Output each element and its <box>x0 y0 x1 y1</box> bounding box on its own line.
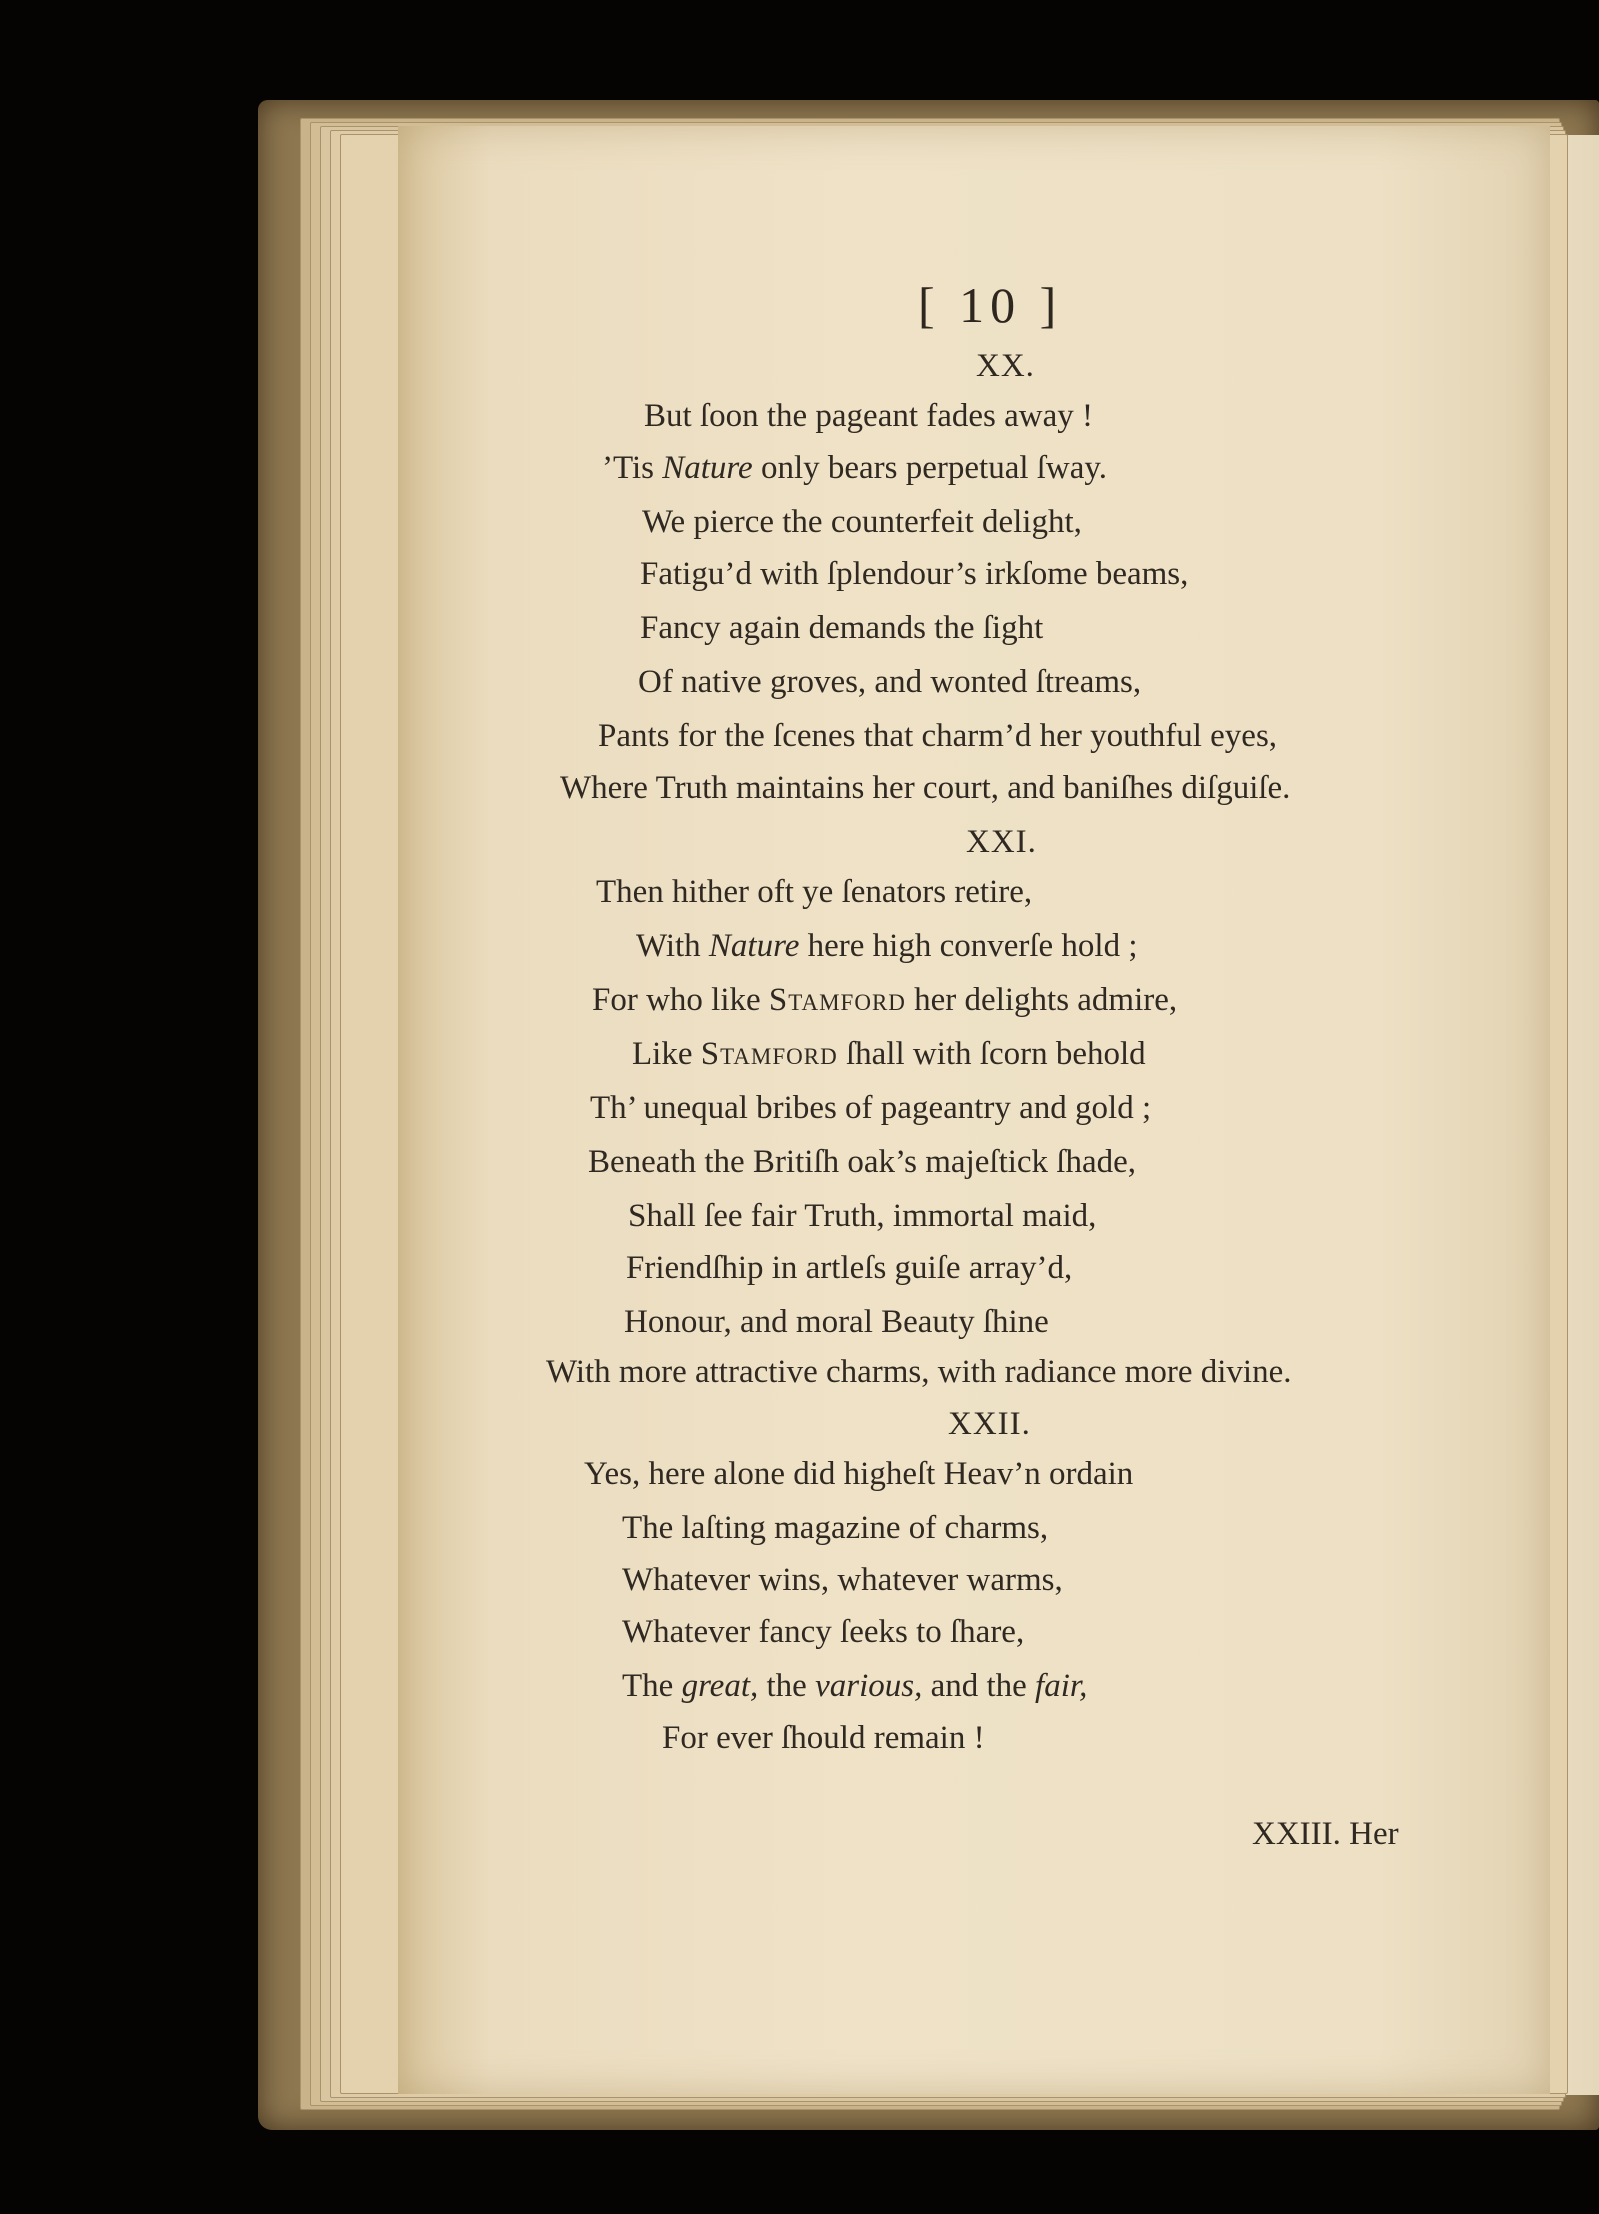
line-text: Pants for the ſcenes that charm’d her youthful eyes, <box>598 718 1278 754</box>
line-text: But ſoon the pageant fades away ! <box>644 398 1094 434</box>
poem-line <box>598 716 1277 756</box>
poem-line <box>584 1454 1133 1494</box>
poem-line <box>638 662 1141 702</box>
small-caps-name: Stamford <box>768 982 906 1018</box>
poem-line <box>546 1352 1291 1392</box>
poem-line <box>626 1248 1072 1288</box>
line-text: With <box>636 928 709 964</box>
italic-word: Nature <box>708 928 800 964</box>
line-text: Honour, and moral Beauty ſhine <box>624 1304 1049 1340</box>
poem-line <box>602 448 1107 488</box>
poem-line <box>624 1302 1049 1342</box>
line-text: Th’ unequal bribes of pageantry and gold ; <box>590 1090 1152 1126</box>
line-text: For ever ſhould remain ! <box>662 1720 985 1756</box>
line-text: only bears perpetual ſway. <box>752 450 1108 486</box>
catchword: XXIII. Her <box>1252 1816 1399 1852</box>
poem-line <box>622 1666 1087 1706</box>
line-text: ’Tis <box>602 450 663 486</box>
line-text: The <box>622 1668 682 1704</box>
line-text: ſhall with ſcorn behold <box>837 1036 1146 1072</box>
poem-line <box>588 1142 1136 1182</box>
poem-line <box>640 554 1188 594</box>
line-text: Fatigu’d with ſplendour’s irkſome beams, <box>640 556 1189 592</box>
stanza-heading: XXII. <box>948 1406 1031 1442</box>
poem-line <box>636 926 1138 966</box>
line-text: The laſting magazine of charms, <box>622 1510 1049 1546</box>
line-text: Whatever fancy ſeeks to ſhare, <box>622 1614 1025 1650</box>
poem-line <box>632 1034 1146 1074</box>
poem-line <box>622 1612 1024 1652</box>
small-caps-name: Stamford <box>700 1036 838 1072</box>
line-text: here high converſe hold ; <box>799 928 1138 964</box>
poem-line <box>622 1560 1063 1600</box>
poem-line <box>622 1508 1048 1548</box>
italic-word: fair, <box>1035 1668 1088 1704</box>
poem-line <box>596 872 1032 912</box>
line-text: the <box>758 1668 816 1704</box>
line-text: Shall ſee fair Truth, immortal maid, <box>628 1198 1097 1234</box>
line-text: With more attractive charms, with radiance more divine. <box>546 1354 1292 1390</box>
page-number: [ 10 ] <box>918 277 1063 333</box>
poem-line <box>642 502 1082 542</box>
line-text: and the <box>922 1668 1036 1704</box>
line-text: Then hither oft ye ſenators retire, <box>596 874 1033 910</box>
poem-line <box>662 1718 985 1758</box>
line-text: Yes, here alone did higheſt Heav’n ordain <box>584 1456 1134 1492</box>
line-text: Whatever wins, whatever warms, <box>622 1562 1063 1598</box>
stanza-heading: XX. <box>976 348 1035 384</box>
line-text: Where Truth maintains her court, and baniſhes diſguiſe. <box>560 770 1291 806</box>
poem-line <box>640 608 1043 648</box>
poem-line <box>592 980 1177 1020</box>
stanza-heading: XXI. <box>966 824 1037 860</box>
line-text: We pierce the counterfeit delight, <box>642 504 1082 540</box>
italic-word: great, <box>681 1668 759 1704</box>
poem-line <box>560 768 1290 808</box>
line-text: her delights admire, <box>905 982 1178 1018</box>
poem-line <box>628 1196 1096 1236</box>
italic-word: various, <box>815 1668 923 1704</box>
italic-word: Nature <box>662 450 753 486</box>
line-text: For who like <box>592 982 769 1018</box>
poem-line <box>590 1088 1151 1128</box>
line-text: Like <box>632 1036 701 1072</box>
line-text: Beneath the Britiſh oak’s majeſtick ſhade, <box>588 1144 1137 1180</box>
line-text: Friendſhip in artleſs guiſe array’d, <box>626 1250 1073 1286</box>
line-text: Fancy again demands the ſight <box>640 610 1044 646</box>
poem-line <box>644 396 1093 436</box>
line-text: Of native groves, and wonted ſtreams, <box>638 664 1142 700</box>
